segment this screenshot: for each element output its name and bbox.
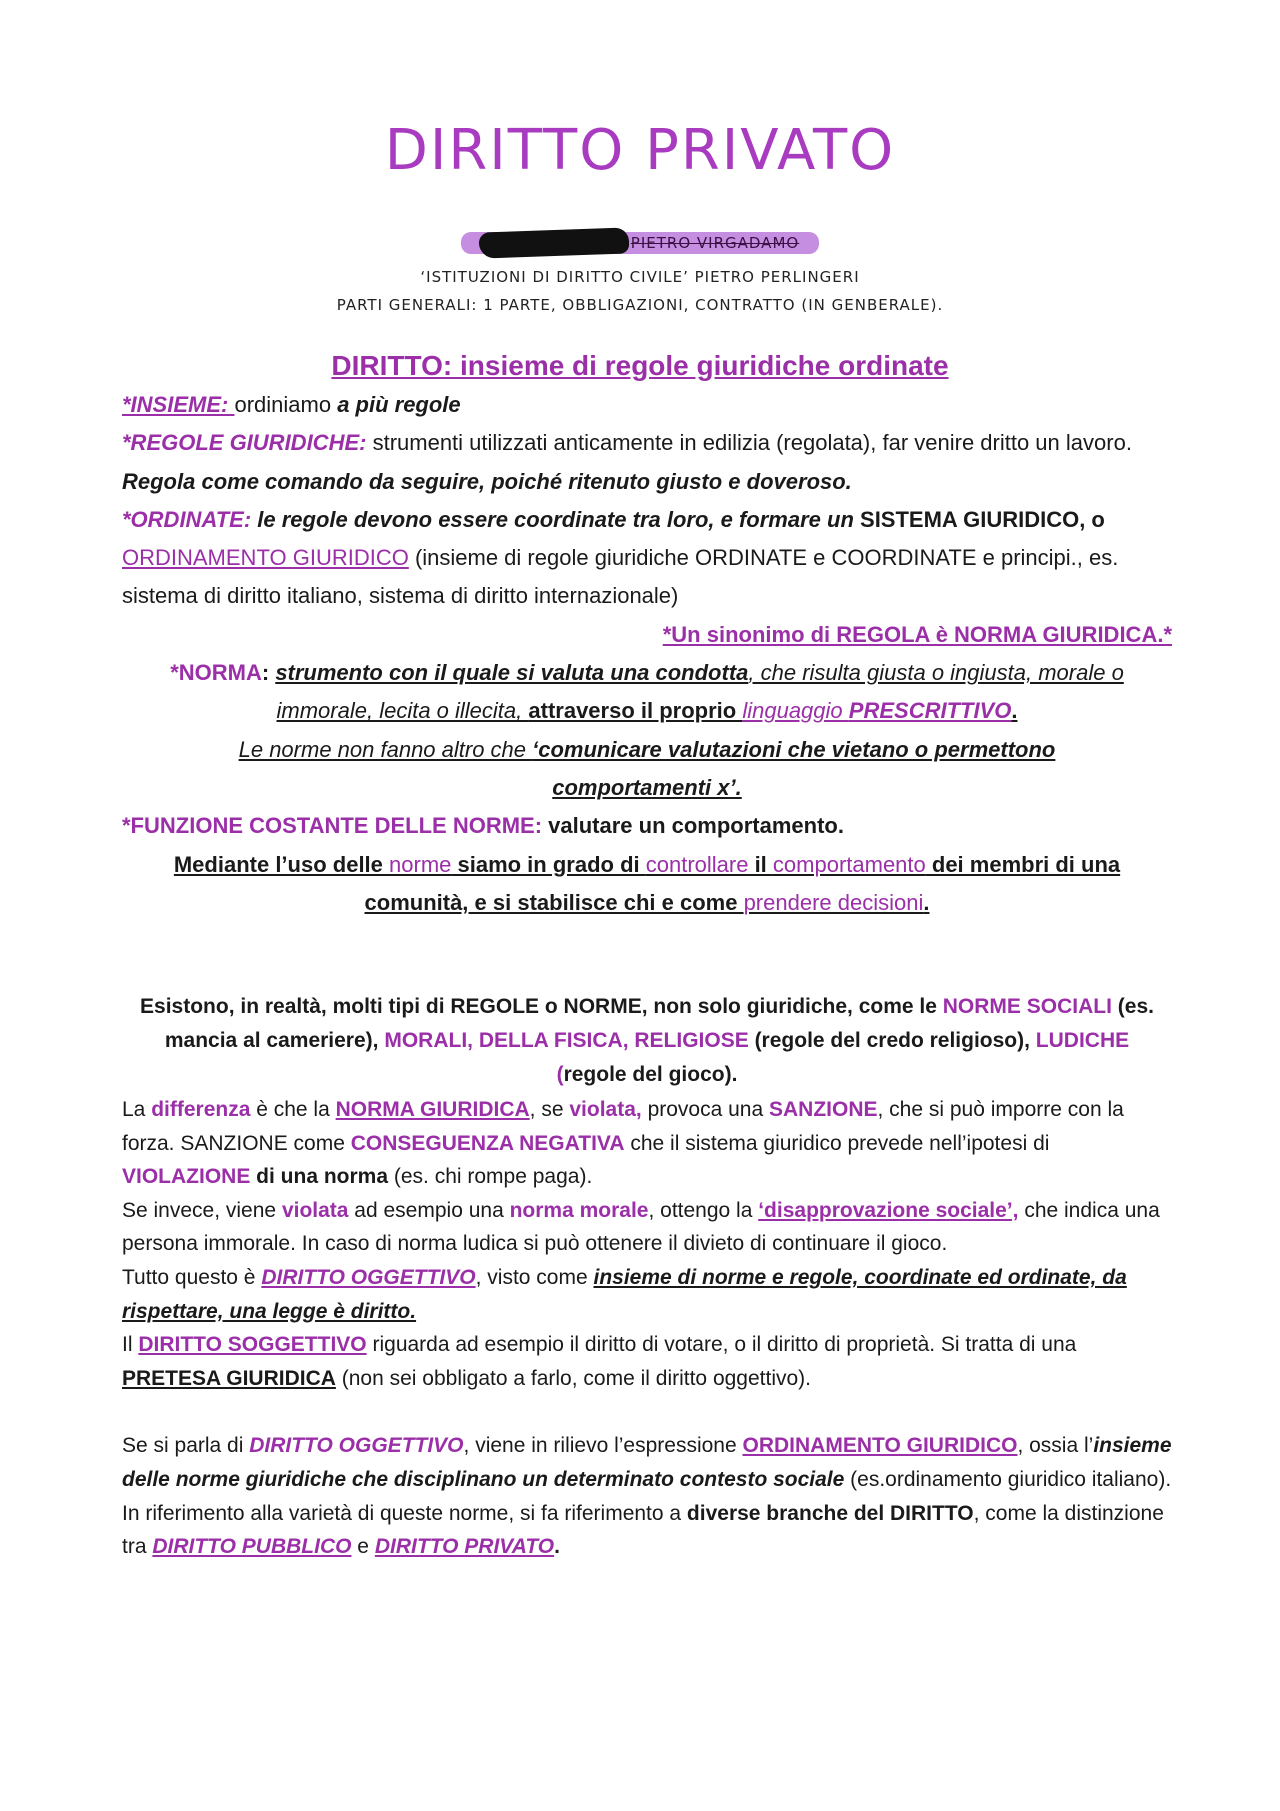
term-label: *ORDINATE:	[122, 506, 252, 532]
tipi-block	[122, 990, 1172, 1092]
term-label: *FUNZIONE COSTANTE DELLE NORME:	[122, 813, 543, 839]
text: regole del gioco).	[563, 1063, 738, 1086]
def-regole	[122, 424, 1172, 501]
text: PRESCRITTIVO	[848, 698, 1012, 724]
differenza-paragraph	[122, 1093, 1172, 1194]
text: violata	[281, 1198, 349, 1222]
text: provoca una	[641, 1098, 769, 1121]
text: differenza	[151, 1098, 251, 1121]
text: prendere decisioni	[743, 889, 924, 915]
text: insieme delle norme giuridiche che disciplinano un determinato contesto sociale	[122, 1434, 1172, 1491]
text: diverse branche del DIRITTO	[686, 1501, 974, 1525]
text: norme	[389, 851, 452, 877]
text: è che la	[250, 1098, 336, 1121]
definitions-block	[122, 386, 1172, 922]
text: ad esempio una	[348, 1198, 510, 1222]
text: valutare un comportamento.	[542, 813, 844, 839]
ordinamento-paragraph	[122, 1429, 1172, 1563]
text: controllare	[645, 851, 749, 877]
text: il	[748, 851, 773, 877]
text: Tutto questo è	[122, 1265, 262, 1289]
text: DIRITTO PUBBLICO	[152, 1535, 352, 1559]
text: PRETESA GIURIDICA	[122, 1366, 336, 1390]
author-line	[0, 232, 1280, 262]
text: (es.ordinamento giuridico italiano). In riferimento alla varietà di queste norme, si fa riferimento a	[122, 1467, 1172, 1525]
text: La	[122, 1098, 152, 1121]
text: Le norme non fanno altro che	[238, 736, 533, 762]
text: siamo in grado di	[451, 851, 646, 877]
book-reference: ‘ISTITUZIONI DI DIRITTO CIVILE’ PIETRO PERLINGERI	[420, 268, 860, 286]
explanation-block	[122, 1093, 1172, 1564]
text: (es. mancia al cameriere),	[164, 995, 1154, 1052]
text: , che si può imporre con la forza. SANZIONE come	[122, 1098, 1124, 1155]
text: insieme di norme e regole, coordinate ed ordinate, da rispettare, una legge è diritto.	[122, 1265, 1127, 1323]
text: DIRITTO OGGETTIVO	[249, 1434, 464, 1458]
text: Mediante l’uso delle	[173, 851, 390, 877]
text: strumento con il quale si valuta una condotta	[275, 660, 749, 686]
def-norma	[122, 654, 1172, 731]
text: NORMA GIURIDICA	[335, 1098, 530, 1121]
text: che indica una persona immorale. In caso di norma ludica si può ottenere il divieto di continuare il gioco.	[122, 1198, 1160, 1256]
term-label: *REGOLE GIURIDICHE:	[122, 430, 367, 456]
funzione-detail	[122, 846, 1172, 923]
text: dei membri di una comunità, e si stabilisce chi e come	[364, 851, 1121, 915]
text: comportamento	[772, 851, 926, 877]
text: ORDINAMENTO GIURIDICO	[122, 545, 409, 571]
text: Se si parla di	[122, 1434, 250, 1458]
text: SISTEMA GIURIDICO, o	[860, 506, 1105, 532]
text: (regole del credo religioso),	[748, 1029, 1036, 1052]
text: ordiniamo	[234, 392, 338, 417]
text: , visto come	[475, 1265, 594, 1289]
redaction-scribble	[478, 227, 629, 258]
text: a più regole	[337, 392, 461, 417]
text: di una norma	[250, 1165, 389, 1189]
text: , se	[529, 1098, 570, 1121]
soggettivo-paragraph	[122, 1328, 1172, 1395]
author-name: PIETRO VIRGADAMO	[630, 234, 800, 252]
text: , ottengo la	[648, 1198, 759, 1222]
text: Il	[122, 1333, 139, 1357]
text: DIRITTO PRIVATO	[374, 1535, 555, 1559]
morale-paragraph	[122, 1194, 1172, 1261]
page-title: DIRITTO PRIVATO	[384, 118, 896, 183]
def-insieme	[122, 386, 1172, 424]
parts-reference: PARTI GENERALI: 1 PARTE, OBBLIGAZIONI, CONTRATTO (IN GENBERALE).	[336, 296, 944, 314]
text: attraverso il proprio	[528, 698, 743, 724]
text: Se invece, viene	[122, 1198, 282, 1222]
text: (es. chi rompe paga).	[388, 1165, 593, 1189]
text: linguaggio	[742, 698, 849, 724]
norme-comunicare	[122, 731, 1172, 808]
text: *Un sinonimo di REGOLA è NORMA GIURIDICA.*	[662, 621, 1172, 647]
term-label: *NORMA	[170, 660, 262, 686]
text: .	[1011, 698, 1018, 724]
text: SANZIONE	[769, 1098, 878, 1121]
text: riguarda ad esempio il diritto di votare, o il diritto di proprietà. Si tratta di una	[366, 1333, 1077, 1357]
text: DIRITTO SOGGETTIVO	[138, 1333, 367, 1357]
text: CONSEGUENZA NEGATIVA	[350, 1131, 625, 1155]
author-highlight	[461, 232, 819, 254]
term-label: *INSIEME:	[122, 392, 235, 417]
text: ‘disapprovazione sociale’,	[758, 1198, 1019, 1222]
text: LUDICHE (	[556, 1029, 1130, 1086]
text: Regola come comando da seguire, poiché ritenuto giusto e doveroso.	[122, 468, 852, 494]
text: , che risulta giusta o ingiusta, morale o immorale, lecita o illecita,	[276, 660, 1124, 724]
def-ordinate	[122, 501, 1172, 616]
text: (insieme di regole giuridiche ORDINATE e COORDINATE e principi., es. sistema di diritto italiano, sistema di diritto internazionale)	[122, 545, 1119, 609]
text: DIRITTO OGGETTIVO	[261, 1265, 476, 1289]
tipi-paragraph	[122, 990, 1172, 1092]
text: :	[261, 660, 276, 686]
text: .	[554, 1535, 560, 1559]
sinonimo-note	[122, 616, 1172, 654]
text: (non sei obbligato a farlo, come il diritto oggettivo).	[335, 1366, 812, 1390]
text: , viene in rilievo l’espressione	[463, 1434, 743, 1458]
text: MORALI, DELLA FISICA, RELIGIOSE	[384, 1029, 749, 1052]
text: .	[923, 889, 930, 915]
text: ‘comunicare valutazioni che vietano o permettono comportamenti x’.	[532, 736, 1056, 800]
text: norma morale	[509, 1198, 649, 1222]
oggettivo-paragraph	[122, 1261, 1172, 1328]
text: ORDINAMENTO GIURIDICO	[742, 1434, 1018, 1458]
section-heading: DIRITTO: insieme di regole giuridiche ordinate	[331, 350, 949, 381]
text: le regole devono essere coordinate tra loro, e formare un	[251, 506, 861, 532]
text: , ossia l’	[1017, 1434, 1094, 1458]
text: , come la distinzione tra	[122, 1501, 1164, 1559]
text: e	[351, 1535, 375, 1559]
text: Esistono, in realtà, molti tipi di REGOLE o NORME, non solo giuridiche, come le	[140, 995, 943, 1018]
text: violata,	[569, 1098, 642, 1121]
text: NORME SOCIALI	[942, 995, 1112, 1018]
text: che il sistema giuridico prevede nell’ipotesi di	[624, 1131, 1050, 1155]
text: VIOLAZIONE	[122, 1165, 251, 1189]
text: strumenti utilizzati anticamente in edilizia (regolata), far venire dritto un lavoro.	[366, 430, 1132, 456]
def-funzione	[122, 807, 1172, 845]
